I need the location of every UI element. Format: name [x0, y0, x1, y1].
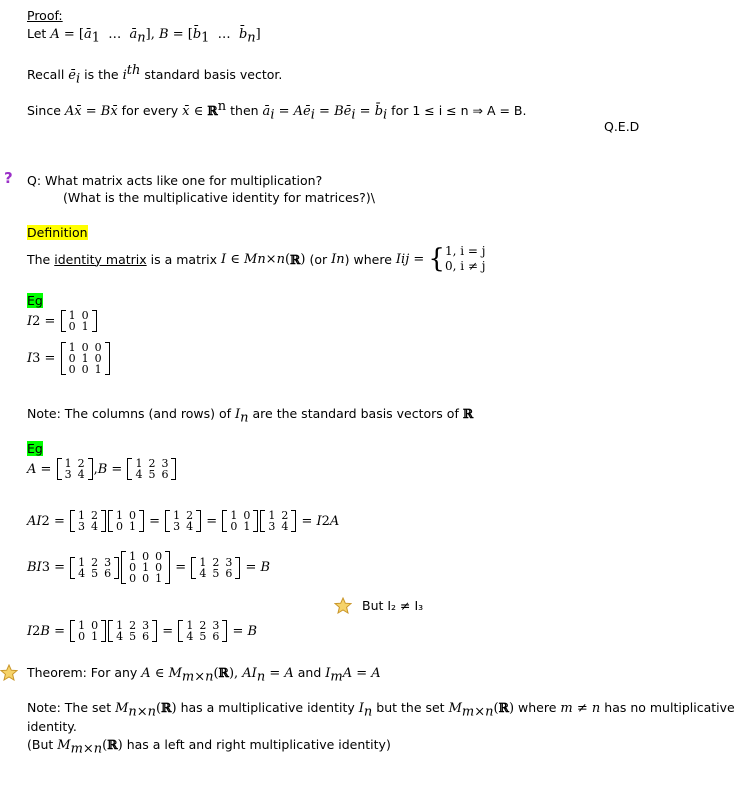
question-line-1: Q: What matrix acts like one for multiplication? — [27, 173, 323, 188]
proof-recall-line: Recall $ē_i$ is the $i^{th}$ standard basis vector. — [27, 63, 283, 87]
eg2-label: Eg — [27, 441, 43, 456]
case-1: 1, i = j — [444, 244, 486, 258]
eg1-I2: I 2 = 1 0 0 1 — [27, 310, 98, 332]
note-set-line-1: Note: The set $M_{n\times n}(ℝ)$ has a multiplicative identity $I_n$ but the set $M_{m\times n}(ℝ)$ where m ≠ n has no multiplicative — [27, 700, 735, 720]
definition-text: The identity matrix is a matrix I ∈ M n×n ( ℝ ) (or I n ) where I ij = { 1, i = j 0, i ≠ j — [27, 244, 486, 274]
definition-label: Definition — [27, 225, 88, 240]
eq-I2B: I 2 B = 1 0 0 1 1 2 3 4 5 6 = 1 2 3 4 5 6 = B — [27, 619, 258, 643]
matrix-I2: 1 0 0 1 — [61, 310, 97, 332]
star-icon — [334, 597, 352, 617]
qed: Q.E.D — [604, 119, 640, 134]
proof-title: Proof: — [27, 8, 63, 23]
matrix-A: 1 2 3 4 — [57, 458, 93, 480]
eq-BI3: BI 3 = 1 2 3 4 5 6 1 0 0 0 1 0 0 0 1 = 1 2 3 4 5 6 = B — [27, 550, 271, 585]
but-note: But I₂ ≠ I₃ — [362, 598, 424, 613]
proof-let-line: Let $A = [ā_1$ … $ā_n$], $B = [b̄_1$ … $b̄_n$] — [27, 26, 261, 46]
eg1-label: Eg — [27, 293, 43, 308]
eg1-I3: I 3 = 1 0 0 0 1 0 0 0 1 — [27, 342, 111, 375]
note-columns: Note: The columns (and rows) of $I_n$ are the standard basis vectors of ℝ — [27, 406, 474, 426]
case-2: 0, i ≠ j — [444, 259, 486, 273]
eg2-A-B: A = 1 2 3 4 , B = 1 2 3 4 5 6 — [27, 458, 177, 480]
proof-since-line: Since Ax̄ = Bx̄ for every x̄ ∈ ℝ$^n$ then $ā_i$ = $Aē_i$ = $Bē_i$ = $b̄_i$ for 1 ≤ i ≤ n ⇒ A = B. — [27, 99, 527, 123]
note-set-line-3: (But $M_{m\times n}(ℝ)$ has a left and right multiplicative identity) — [27, 737, 391, 757]
eq-AI2: AI 2 = 1 2 3 4 1 0 0 1 = 1 2 3 4 = 1 0 0 1 1 2 3 4 = I 2 A — [27, 509, 340, 533]
question-mark-icon — [3, 170, 15, 189]
matrix-I3: 1 0 0 0 1 0 0 0 1 — [61, 342, 110, 375]
svg-text:?: ? — [4, 170, 13, 186]
identity-matrix-term: identity matrix — [54, 251, 147, 267]
theorem: Theorem: For any A ∈ $M_{m\times n}(ℝ)$, $AI_n = A$ and $I_mA = A$ — [27, 665, 381, 685]
question-line-2: (What is the multiplicative identity for matrices?)\ — [63, 190, 375, 205]
star-icon — [0, 664, 18, 684]
matrix-B: 1 2 3 4 5 6 — [127, 458, 176, 480]
note-set-line-2: identity. — [27, 719, 77, 734]
